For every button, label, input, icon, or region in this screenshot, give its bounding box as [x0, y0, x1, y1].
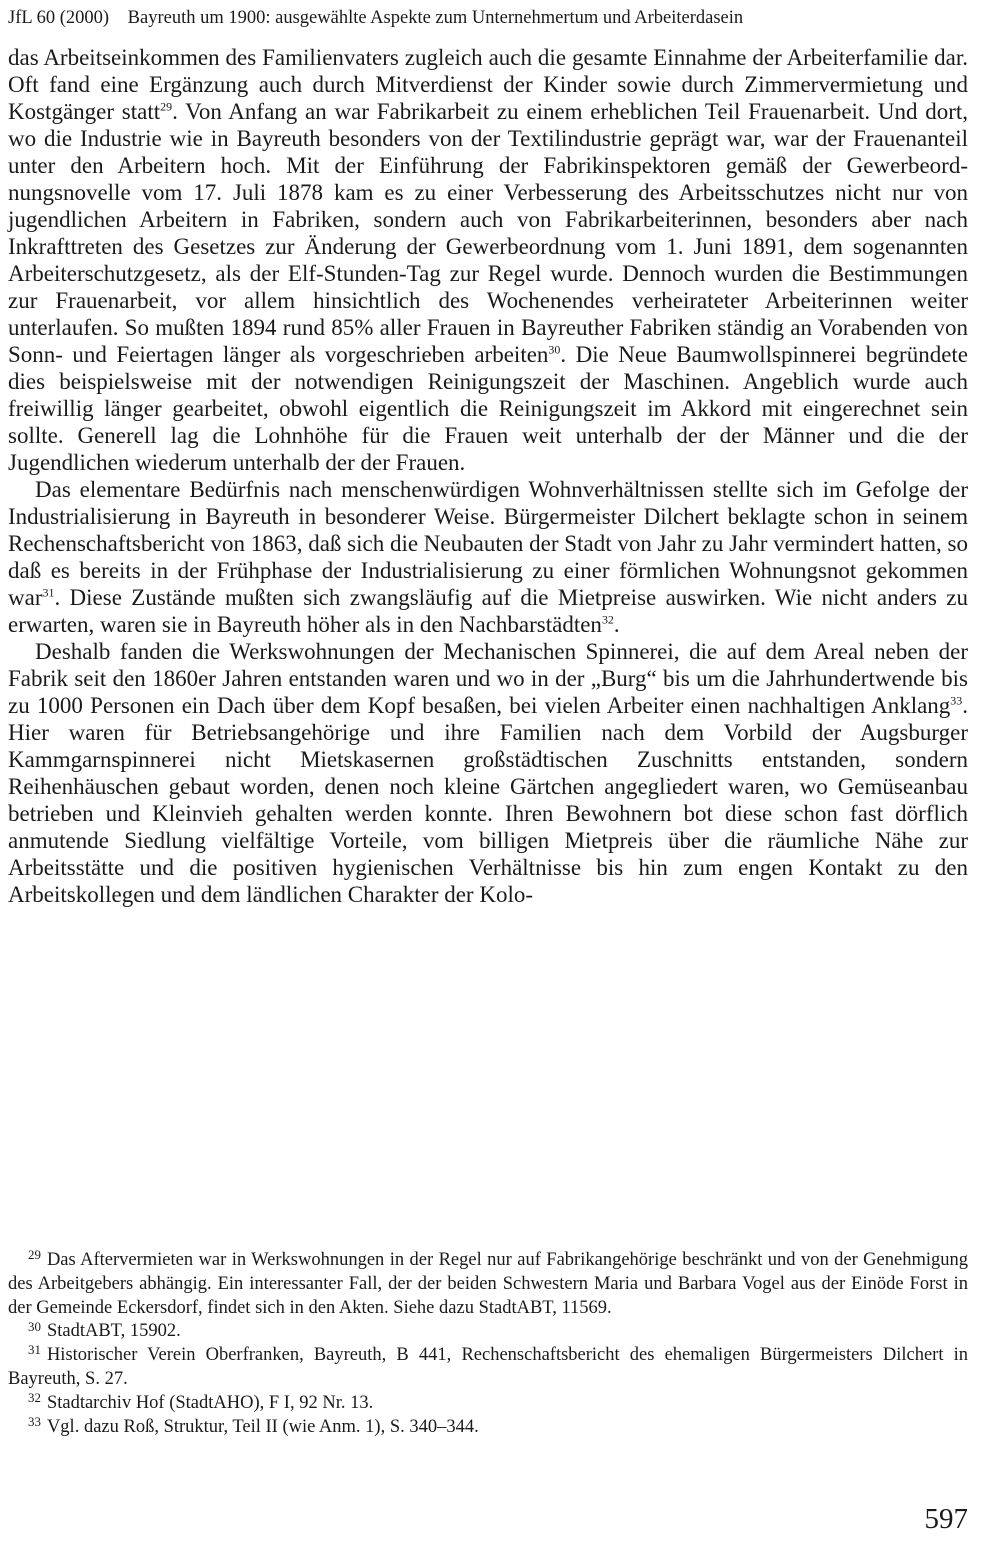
article-title: Bayreuth um 1900: ausgewählte Aspekte zum Unternehmertum und Arbeiterdasein: [127, 8, 744, 28]
footnote-ref[interactable]: 31: [42, 585, 55, 600]
text-run: . Die Neue Baumwollspinnerei begründete dies beispielsweise mit der notwendigen Reinigungszeit der Maschinen. Angeblich wurde auch freiwillig länger gearbeitet, obwohl eigentlich die Reinigungszeit im Akkord mit eingerechnet sein sollte. Generell lag die Lohnhöhe für die Frauen weit unterhalb der der Männer und die der Jugendlichen wiederum unterhalb der der Frauen.: [8, 342, 968, 475]
footnote-ref[interactable]: 32: [601, 612, 614, 627]
footnote-text: Das Aftervermieten war in Werkswohnungen in der Regel nur auf Fabrikangehörige beschränkt und von der Genehmigung des Arbeitgebers abhängig. Ein interessanter Fall, der der beiden Schwestern Maria und Barbara Vogel aus der Einöde Forst in der Gemeinde Eckersdorf, findet sich in den Akten. Siehe dazu StadtABT, 11569.: [8, 1250, 968, 1318]
footnote-ref[interactable]: 29: [160, 99, 173, 114]
footnote-number: 33: [28, 1413, 41, 1429]
footnote-text: StadtABT, 15902.: [46, 1321, 181, 1342]
footnote-text: Historischer Verein Oberfranken, Bayreuth, B 441, Rechenschaftsbericht des ehemaligen Bürgermeisters Dilchert in Bayreuth, S. 27.: [8, 1345, 968, 1389]
text-run: das Arbeitseinkommen des Familienvaters zugleich auch die gesamte Einnahme der Arbeiterfamilie dar. Oft fand eine Ergänzung auch durch Mitverdienst der Kinder sowie durch Zimmervermietung und Kostgänger statt: [8, 45, 968, 124]
paragraph: [8, 44, 968, 476]
text-run: .: [613, 612, 620, 637]
footnote-ref[interactable]: 30: [548, 342, 561, 357]
footnote: [8, 1320, 968, 1344]
footnote: [8, 1249, 968, 1320]
footnote-ref[interactable]: 33: [950, 693, 963, 708]
footnote-number: 32: [28, 1389, 41, 1405]
journal-reference: JfL 60 (2000): [8, 8, 110, 28]
text-run: Deshalb fanden die Werkswohnungen der Mechanischen Spinnerei, die auf dem Areal neben der Fabrik seit den 1860er Jahren entstanden waren und wo in der „Burg“ bis um die Jahrhundertwende bis zu 1000 Personen ein Dach über dem Kopf besaßen, bei vielen Arbeiter einen nachhaltigen Anklang: [8, 639, 968, 718]
footnote-text: Vgl. dazu Roß, Struktur, Teil II (wie Anm. 1), S. 340–344.: [46, 1416, 479, 1437]
text-run: . Hier waren für Betriebsangehörige und ihre Familien nach dem Vorbild der Augsburger Kammgarnspinnerei nicht Mietskasernen großstädtischen Zuschnitts entstanden, sondern Reihenhäuschen gebaut worden, denen noch kleine Gärtchen angegliedert waren, wo Gemüseanbau betrieben und Kleinvieh gehalten werden konnte. Ihren Bewohnern bot diese schon fast dörflich anmutende Siedlung vielfältige Vorteile, vom billigen Mietpreis über die räumliche Nähe zur Arbeitsstätte und die positiven hygienischen Verhältnisse bis hin zum engen Kontakt zu den Arbeitskollegen und dem ländlichen Charakter der Kolo-: [8, 693, 968, 907]
body-text: [8, 44, 968, 908]
page-number: 597: [924, 1503, 968, 1535]
footnote-text: Stadtarchiv Hof (StadtAHO), F I, 92 Nr. 13.: [46, 1392, 374, 1413]
footnote-number: 30: [28, 1318, 41, 1334]
paragraph: [8, 638, 968, 908]
footnote-number: 29: [28, 1247, 41, 1263]
text-run: . Diese Zustände mußten sich zwangsläufig auf die Mietpreise auswirken. Wie nicht anders zu erwarten, waren sie in Bayreuth höher als in den Nachbarstädten: [8, 585, 968, 637]
text-run: Das elementare Bedürfnis nach menschenwürdigen Wohnverhältnissen stellte sich im Gefolge der Industrialisierung in Bayreuth in besonderer Weise. Bürgermeister Dilchert beklagte schon in seinem Rechenschaftsbericht von 1863, daß sich die Neubauten der Stadt von Jahr zu Jahr vermindert hatten, so daß es bereits in der Frühphase der Industrialisierung zu einer förmlichen Wohnungsnot gekommen war: [8, 477, 968, 610]
footnote: [8, 1389, 968, 1416]
running-header: [8, 6, 973, 30]
footnote: [8, 1413, 968, 1440]
footnote-number: 31: [28, 1342, 41, 1358]
text-run: . Von Anfang an war Fabrikarbeit zu einem erheblichen Teil Frauenarbeit. Und dort, wo die Industrie wie in Bayreuth besonders von der Textilindustrie geprägt war, war der Frauenanteil unter den Arbeitern hoch. Mit der Einführung der Fabrikinspektoren gemäß der Gewerbeordnungsnovelle vom 17. Juli 1878 kam es zu einer Verbesserung des Arbeitsschutzes nicht nur von jugendlichen Arbeitern in Fabriken, sondern auch von Fabrikarbeiterinnen, besonders aber nach Inkrafttreten des Gesetzes zur Änderung der Gewerbeordnung vom 1. Juni 1891, dem sogenannten Arbeiterschutzgesetz, als der Elf-Stunden-Tag zur Regel wurde. Dennoch wurden die Bestimmungen zur Frauenarbeit, vor allem hinsichtlich des Wochenendes verheirateter Arbeiterinnen weiter unterlaufen. So mußten 1894 rund 85% aller Frauen in Bayreuther Fabriken ständig an Vorabenden von Sonn- und Feiertagen länger als vorgeschrieben arbeiten: [8, 99, 969, 367]
footnotes: [8, 1249, 968, 1439]
footnote: [8, 1344, 968, 1392]
paragraph: [8, 476, 968, 638]
